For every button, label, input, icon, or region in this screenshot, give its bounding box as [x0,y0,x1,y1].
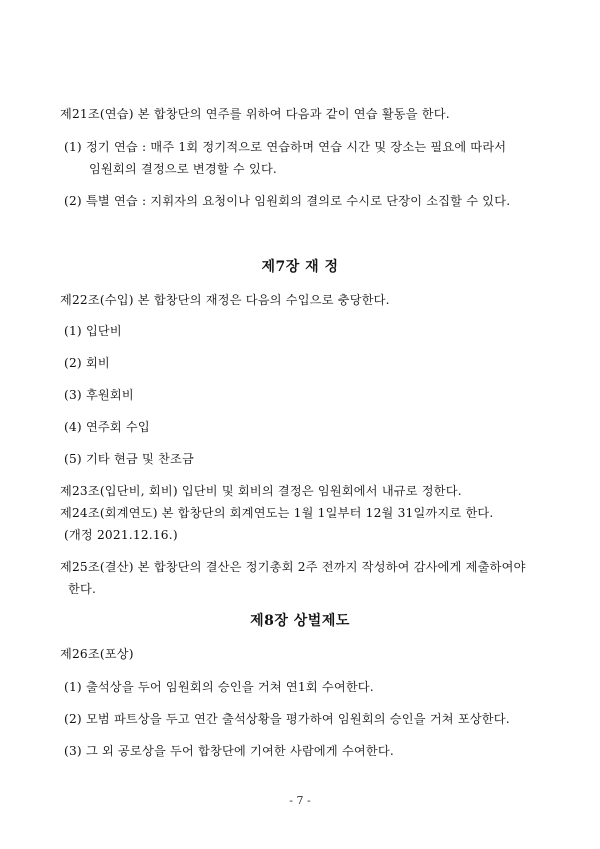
chapter-8-heading: 제8장 상벌제도 [250,613,350,629]
article-26-item-2: (2) 모범 파트상을 두고 연간 출석상황을 평가하여 임원회의 승인을 거쳐 포상한다. [64,712,510,726]
article-22-item-3: (3) 후원회비 [64,388,134,402]
page-number: - 7 - [289,794,311,807]
article-22-item-1: (1) 입단비 [64,324,122,338]
article-26-title: 제26조(포상) [60,647,134,661]
article-22-item-5: (5) 기타 현금 및 찬조금 [64,452,194,466]
article-21-item-1-line-2: 임원회의 결정으로 변경할 수 있다. [89,162,277,176]
article-26-item-3: (3) 그 외 공로상을 두어 합창단에 기여한 사람에게 수여한다. [64,744,394,758]
article-24-amendment: (개정 2021.12.16.) [64,528,178,542]
article-22-item-4: (4) 연주회 수입 [64,420,150,434]
article-24-line-1: 제24조(회계연도) 본 합창단의 회계연도는 1월 1일부터 12월 31일까지로 한다. [60,506,494,520]
chapter-7-heading: 제7장 재 정 [261,259,339,275]
article-22-title: 제22조(수입) 본 합창단의 재정은 다음의 수입으로 충당한다. [60,293,390,307]
article-23: 제23조(입단비, 회비) 입단비 및 회비의 결정은 임원회에서 내규로 정한다. [60,484,462,498]
article-25-line-1: 제25조(결산) 본 합창단의 결산은 정기총회 2주 전까지 작성하여 감사에게 제출하여야 [60,560,526,574]
article-21-item-1-line-1: (1) 정기 연습 : 매주 1회 정기적으로 연습하며 연습 시간 및 장소는 필요에 따라서 [64,140,507,154]
article-21-title: 제21조(연습) 본 합창단의 연주를 위하여 다음과 같이 연습 활동을 한다. [60,107,450,121]
article-22-item-2: (2) 회비 [64,356,110,370]
article-26-item-1: (1) 출석상을 두어 임원회의 승인을 거쳐 연1회 수여한다. [64,680,374,694]
article-25-line-2: 한다. [68,582,97,596]
article-21-item-2: (2) 특별 연습 : 지휘자의 요청이나 임원회의 결의로 수시로 단장이 소집할 수 있다. [64,194,511,208]
